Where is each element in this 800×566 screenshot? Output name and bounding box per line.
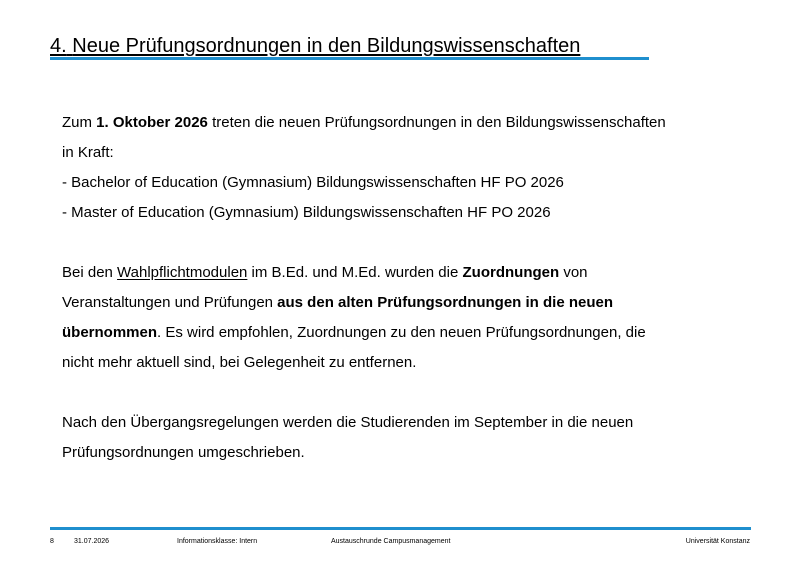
- effective-date: 1. Oktober 2026: [96, 114, 208, 131]
- bold-text: Zuordnungen: [462, 264, 560, 281]
- text-span: Zum: [62, 114, 97, 131]
- paragraph-transition-line2: Prüfungsordnungen umgeschrieben.: [62, 444, 305, 461]
- spacer: [62, 228, 762, 258]
- footer-rule: [50, 527, 751, 530]
- text-span: treten die neuen Prüfungsordnungen in den Bildungswissenschaften: [207, 114, 666, 131]
- wahlpflichtmodule-link[interactable]: Wahlpflichtmodulen: [117, 264, 248, 281]
- spacer: [62, 378, 762, 408]
- footer-event: Austauschrunde Campusmanagement: [331, 538, 451, 545]
- text-span: im B.Ed. und M.Ed. wurden die: [247, 264, 463, 281]
- slide-body: [62, 108, 762, 468]
- paragraph-line: in Kraft:: [62, 144, 114, 161]
- text-span: Veranstaltungen und Prüfungen: [62, 294, 278, 311]
- text-span: von: [559, 264, 588, 281]
- footer-page-number: 8: [50, 538, 54, 545]
- list-item-master: - Master of Education (Gymnasium) Bildungswissenschaften HF PO 2026: [62, 204, 551, 221]
- paragraph-elective-modules-line2: [62, 288, 762, 318]
- footer-date: 31.07.2026: [74, 538, 110, 545]
- title-underline-rule: [50, 57, 649, 60]
- slide-title: [50, 34, 580, 58]
- footer-classification: Informationsklasse: Intern: [177, 538, 258, 545]
- footer-institution: Universität Konstanz: [685, 538, 750, 545]
- bold-text: aus den alten Prüfungsordnungen in die neuen: [277, 294, 614, 311]
- list-item-bachelor: - Bachelor of Education (Gymnasium) Bildungswissenschaften HF PO 2026: [62, 174, 564, 191]
- paragraph-elective-modules-line1: [62, 258, 762, 288]
- text-span: . Es wird empfohlen, Zuordnungen zu den neuen Prüfungsordnungen, die: [157, 324, 646, 341]
- paragraph-transition-line1: Nach den Übergangsregelungen werden die Studierenden im September in die neuen: [62, 414, 634, 431]
- title-text: Neue Prüfungsordnungen in den Bildungswissenschaften: [72, 35, 581, 57]
- title-number: 4.: [50, 35, 67, 57]
- paragraph-elective-modules-line3: [62, 318, 762, 348]
- text-span: Bei den: [62, 264, 118, 281]
- bold-text: übernommen: [62, 324, 158, 341]
- paragraph-effective-date: [62, 108, 762, 138]
- paragraph-elective-modules-line4: nicht mehr aktuell sind, bei Gelegenheit zu entfernen.: [62, 354, 417, 371]
